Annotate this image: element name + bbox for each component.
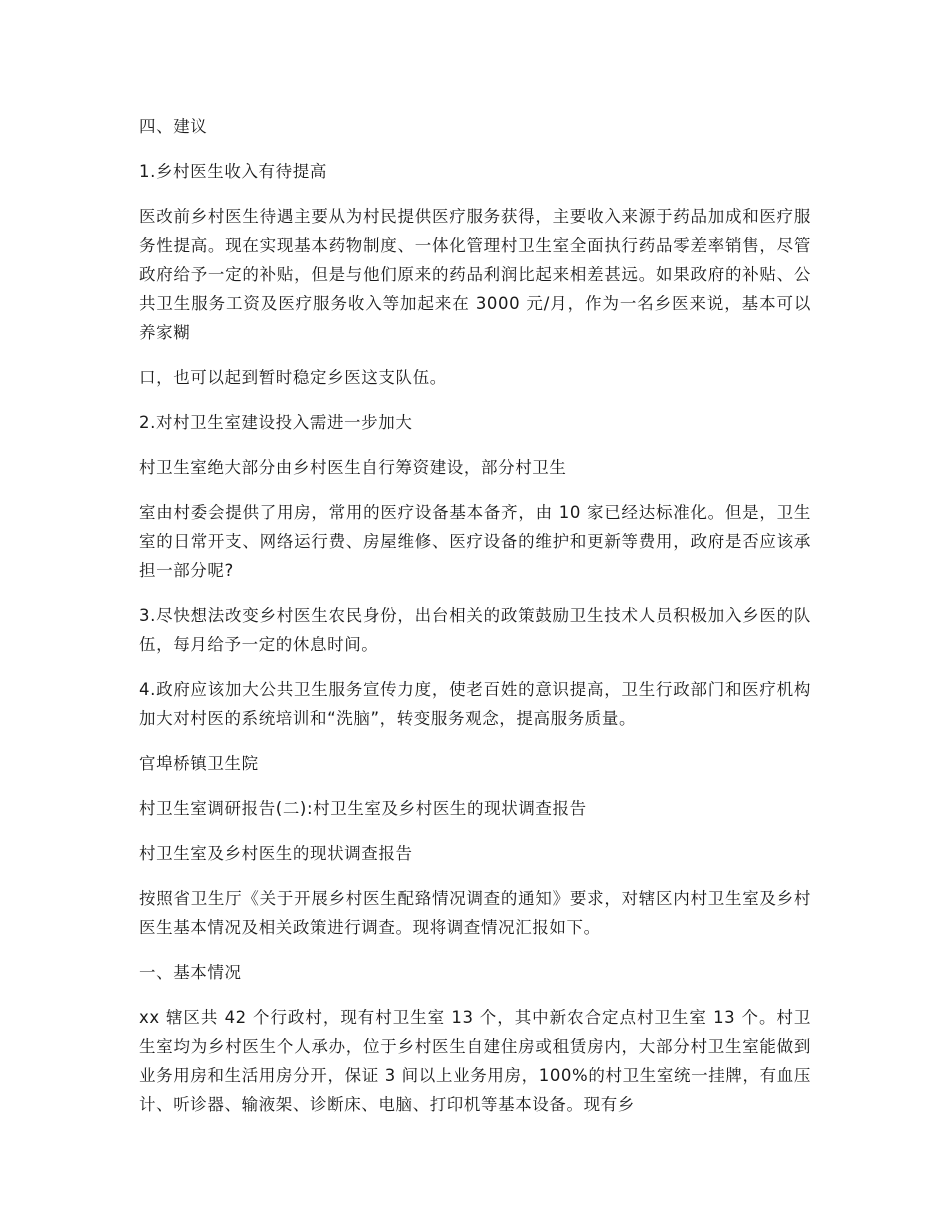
report-title-2: 村卫生室调研报告(二):村卫生室及乡村医生的现状调查报告 (139, 799, 587, 818)
point-4: 4.政府应该加大公共卫生服务宣传力度，使老百姓的意识提高，卫生行政部门和医疗机构加大对村医的系统培训和“洗脑”，转变服务观念，提高服务质量。 (139, 680, 811, 728)
paragraph-construction-continued: 室由村委会提供了用房，常用的医疗设备基本备齐，由 10 家已经达标准化。但是，卫生室的日常开支、网络运行费、房屋维修、医疗设备的维护和更新等费用，政府是否应该承担一部分呢? (139, 503, 811, 580)
point-3: 3.尽快想法改变乡村医生农民身份，出台相关的政策鼓励卫生技术人员积极加入乡医的队伍，每月给予一定的休息时间。 (139, 606, 811, 654)
section-heading-suggestions: 四、建议 (139, 117, 208, 136)
point-heading-2: 2.对村卫生室建设投入需进一步加大 (139, 413, 413, 432)
paragraph-income: 医改前乡村医生待遇主要从为村民提供医疗服务获得，主要收入来源于药品加成和医疗服务性提高。现在实现基本药物制度、一体化管理村卫生室全面执行药品零差率销售，尽管政府给予一定的补贴，但是与他们原来的药品利润比起来相差甚远。如果政府的补贴、公共卫生服务工资及医疗服务收入等加起来在 3000 元/月，作为一名乡医来说，基本可以养家糊 (139, 207, 811, 342)
author-signature: 官埠桥镇卫生院 (139, 754, 259, 773)
point-heading-1: 1.乡村医生收入有待提高 (139, 162, 327, 181)
paragraph-construction: 村卫生室绝大部分由乡村医生自行筹资建设，部分村卫生 (139, 458, 567, 477)
report-subtitle: 村卫生室及乡村医生的现状调查报告 (139, 844, 413, 863)
document-body (139, 112, 811, 1135)
paragraph-intro: 按照省卫生厅《关于开展乡村医生配臵情况调查的通知》要求，对辖区内村卫生室及乡村医生基本情况及相关政策进行调查。现将调查情况汇报如下。 (139, 889, 811, 937)
section-heading-basic: 一、基本情况 (139, 963, 242, 982)
paragraph-basic-situation: xx 辖区共 42 个行政村，现有村卫生室 13 个，其中新农合定点村卫生室 13 个。村卫生室均为乡村医生个人承办，位于乡村医生自建住房或租赁房内，大部分村卫生室能做到业务用房和生活用房分开，保证 3 间以上业务用房，100%的村卫生室统一挂牌，有血压计、听诊器、输液架、诊断床、电脑、打印机等基本设备。现有乡 (139, 1008, 811, 1114)
paragraph-income-continued: 口，也可以起到暂时稳定乡医这支队伍。 (139, 368, 447, 387)
